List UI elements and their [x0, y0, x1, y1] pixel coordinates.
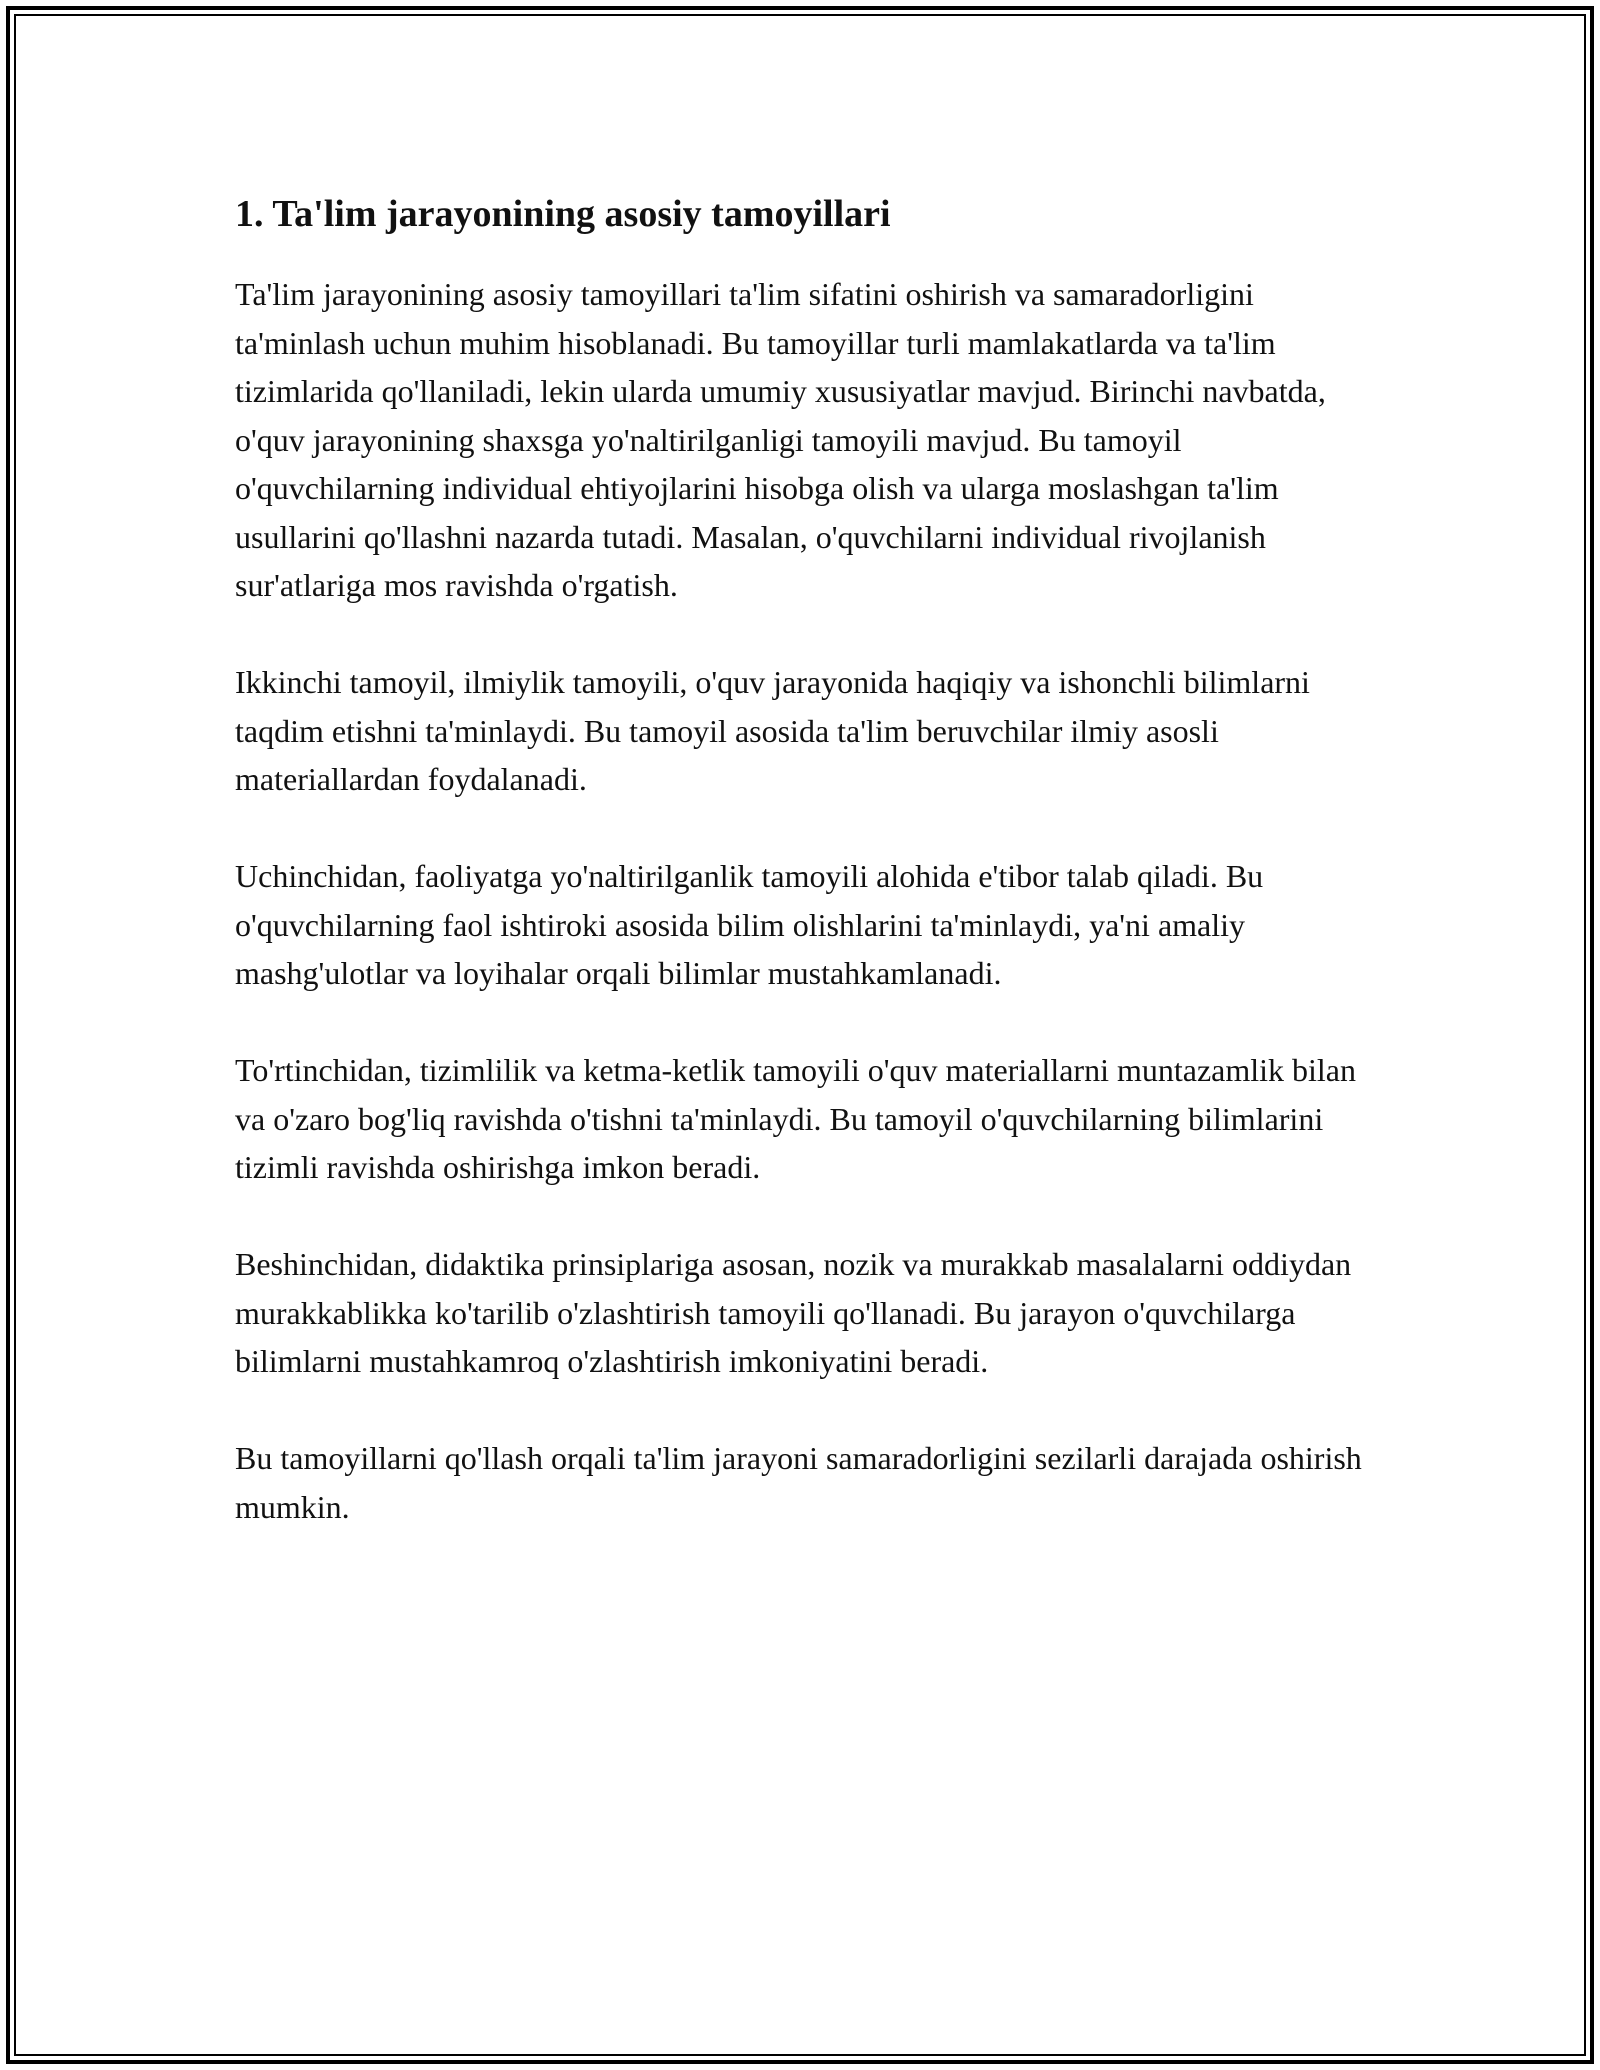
document-body	[235, 182, 1385, 1531]
document-title: 1. Ta'lim jarayonining asosiy tamoyillari	[235, 193, 891, 235]
paragraph-6: Bu tamoyillarni qo'llash orqali ta'lim jarayoni samaradorligini sezilarli darajada oshirish mumkin.	[235, 1440, 1362, 1525]
paragraph-1: Ta'lim jarayonining asosiy tamoyillari ta'lim sifatini oshirish va samaradorligini ta'minlash uchun muhim hisoblanadi. Bu tamoyillar turli mamlakatlarda va ta'lim tizimlarida qo'llaniladi, lekin ularda umumiy xususiyatlar mavjud. Birinchi navbatda, o'quv jarayonining shaxsga yo'naltirilganligi tamoyili mavjud. Bu tamoyil o'quvchilarning individual ehtiyojlarini hisobga olish va ularga moslashgan ta'lim usullarini qo'llashni nazarda tutadi. Masalan, o'quvchilarni individual rivojlanish sur'atlariga mos ravishda o'rgatish.	[235, 276, 1326, 603]
paragraph-3: Uchinchidan, faoliyatga yo'naltirilganlik tamoyili alohida e'tibor talab qiladi. Bu o'quvchilarning faol ishtiroki asosida bilim olishlarini ta'minlaydi, ya'ni amaliy mashg'ulotlar va loyihalar orqali bilimlar mustahkamlanadi.	[235, 858, 1264, 991]
paragraph-4: To'rtinchidan, tizimlilik va ketma-ketlik tamoyili o'quv materiallarni muntazamlik bilan va o'zaro bog'liq ravishda o'tishni ta'minlaydi. Bu tamoyil o'quvchilarning bilimlarini tizimli ravishda oshirishga imkon beradi.	[235, 1052, 1356, 1185]
paragraph-2: Ikkinchi tamoyil, ilmiylik tamoyili, o'quv jarayonida haqiqiy va ishonchli bilimlarni taqdim etishni ta'minlaydi. Bu tamoyil asosida ta'lim beruvchilar ilmiy asosli materiallardan foydalanadi.	[235, 664, 1310, 797]
paragraph-5: Beshinchidan, didaktika prinsiplariga asosan, nozik va murakkab masalalarni oddiydan murakkablikka ko'tarilib o'zlashtirish tamoyili qo'llanadi. Bu jarayon o'quvchilarga bilimlarni mustahkamroq o'zlashtirish imkoniyatini beradi.	[235, 1246, 1352, 1379]
